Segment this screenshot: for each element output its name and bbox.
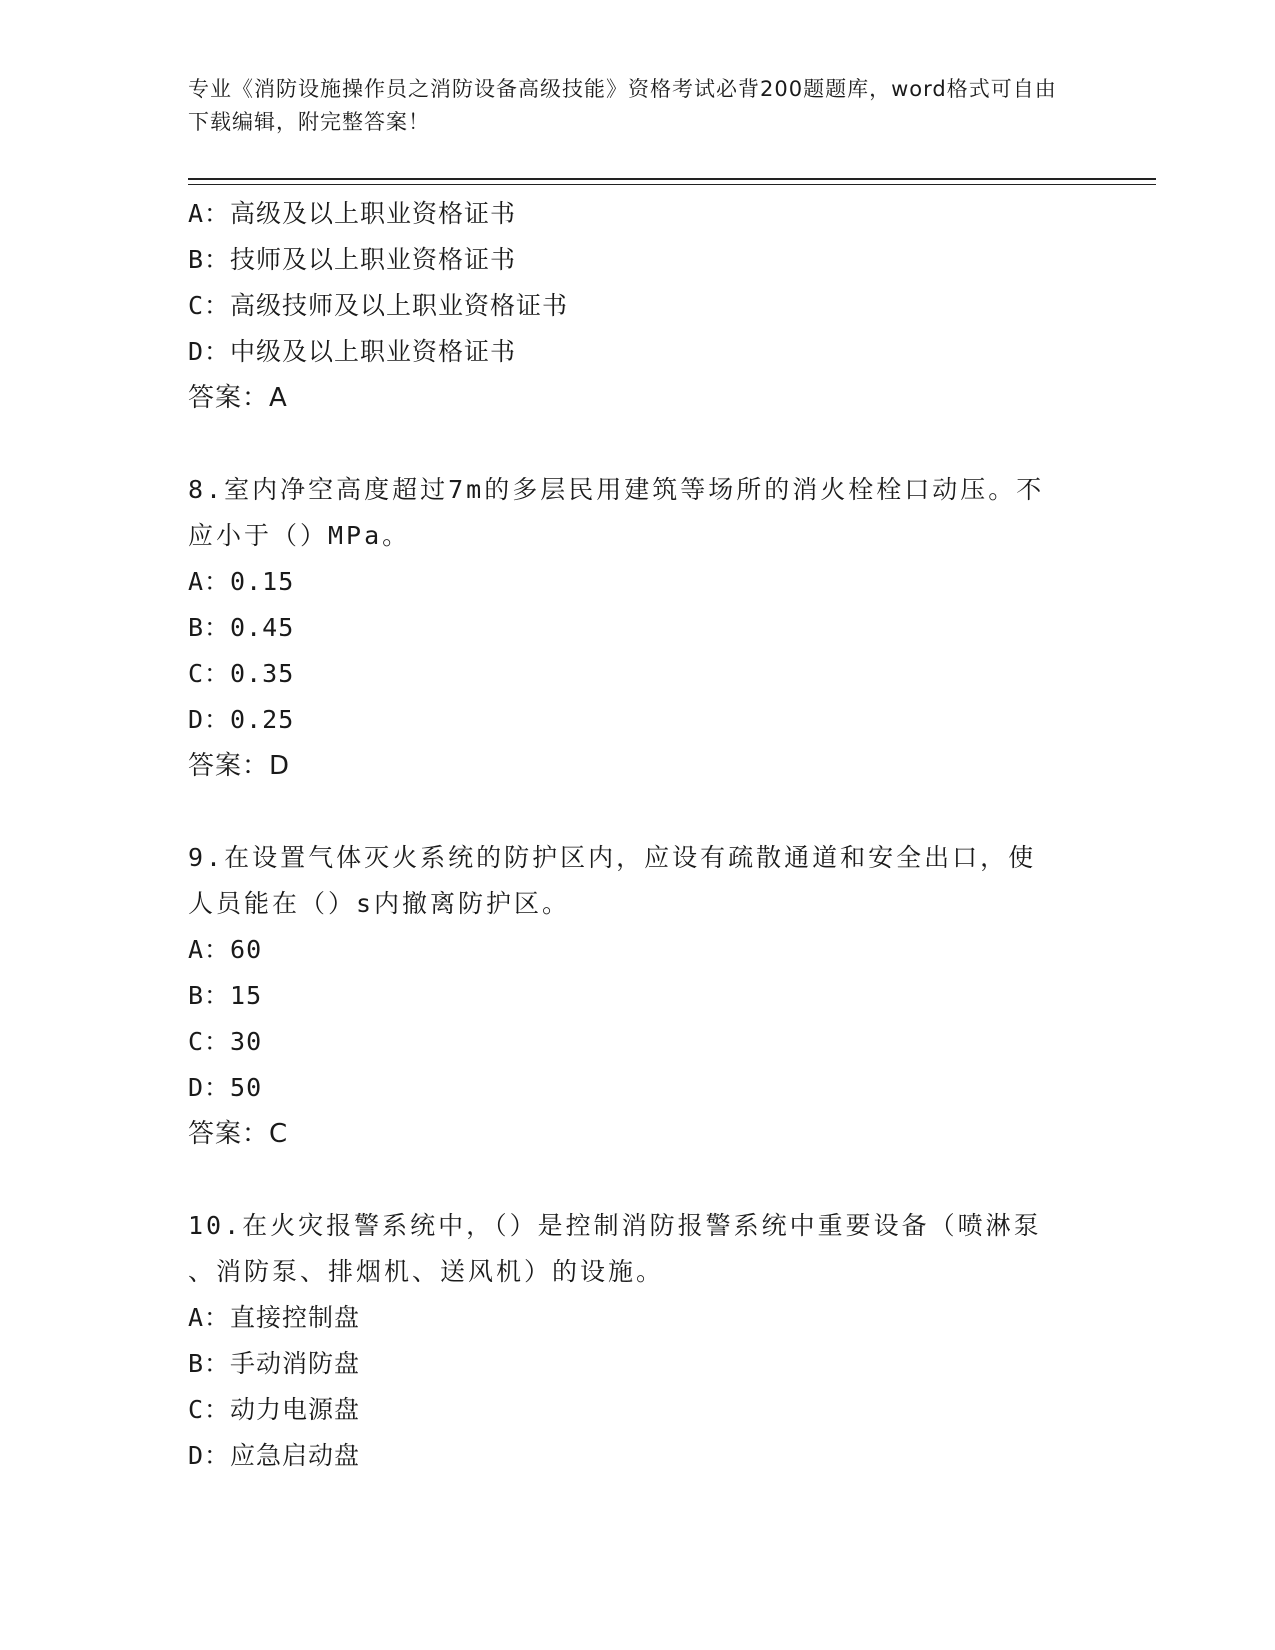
- option-a: A：高级及以上职业资格证书: [188, 199, 517, 228]
- option-b: B：15: [188, 981, 263, 1010]
- header-divider-thick: [188, 178, 1156, 180]
- option-a: A：直接控制盘: [188, 1303, 361, 1332]
- question-text-line: 9.在设置气体灭火系统的防护区内，应设有疏散通道和安全出口，使: [188, 843, 1037, 872]
- option-b: B：手动消防盘: [188, 1349, 361, 1378]
- question-10: [188, 1203, 1088, 1479]
- question-list: [188, 191, 1088, 1479]
- question-spacer: [188, 421, 1088, 467]
- header-divider-thin: [188, 184, 1156, 185]
- option-d: D：中级及以上职业资格证书: [188, 337, 517, 366]
- question-9: [188, 835, 1088, 1157]
- question-spacer: [188, 789, 1088, 835]
- question-text-line: 10.在火灾报警系统中，（）是控制消防报警系统中重要设备（喷淋泵: [188, 1211, 1042, 1240]
- option-a: A：0.15: [188, 567, 295, 596]
- question-text-line: 8.室内净空高度超过7m的多层民用建筑等场所的消火栓栓口动压。不: [188, 475, 1045, 504]
- option-a: A：60: [188, 935, 263, 964]
- answer-line: 答案：C: [188, 1119, 289, 1149]
- option-d: D：50: [188, 1073, 263, 1102]
- option-c: C：0.35: [188, 659, 295, 688]
- question-text-line: 、消防泵、排烟机、送风机）的设施。: [188, 1257, 665, 1286]
- question-spacer: [188, 1157, 1088, 1203]
- question-8: [188, 467, 1088, 789]
- option-c: C：高级技师及以上职业资格证书: [188, 291, 569, 320]
- question-text-line: 人员能在（）s内撤离防护区。: [188, 889, 571, 918]
- question-7: [188, 191, 1088, 421]
- question-text-line: 应小于（）MPa。: [188, 521, 411, 550]
- option-b: B：0.45: [188, 613, 295, 642]
- option-d: D：应急启动盘: [188, 1441, 361, 1470]
- option-c: C：30: [188, 1027, 263, 1056]
- option-d: D：0.25: [188, 705, 295, 734]
- option-b: B：技师及以上职业资格证书: [188, 245, 517, 274]
- answer-line: 答案：D: [188, 751, 291, 781]
- option-c: C：动力电源盘: [188, 1395, 361, 1424]
- answer-line: 答案：A: [188, 383, 288, 413]
- document-header: 专业《消防设施操作员之消防设备高级技能》资格考试必背200题题库，word格式可自由下载编辑，附完整答案！: [188, 77, 1057, 134]
